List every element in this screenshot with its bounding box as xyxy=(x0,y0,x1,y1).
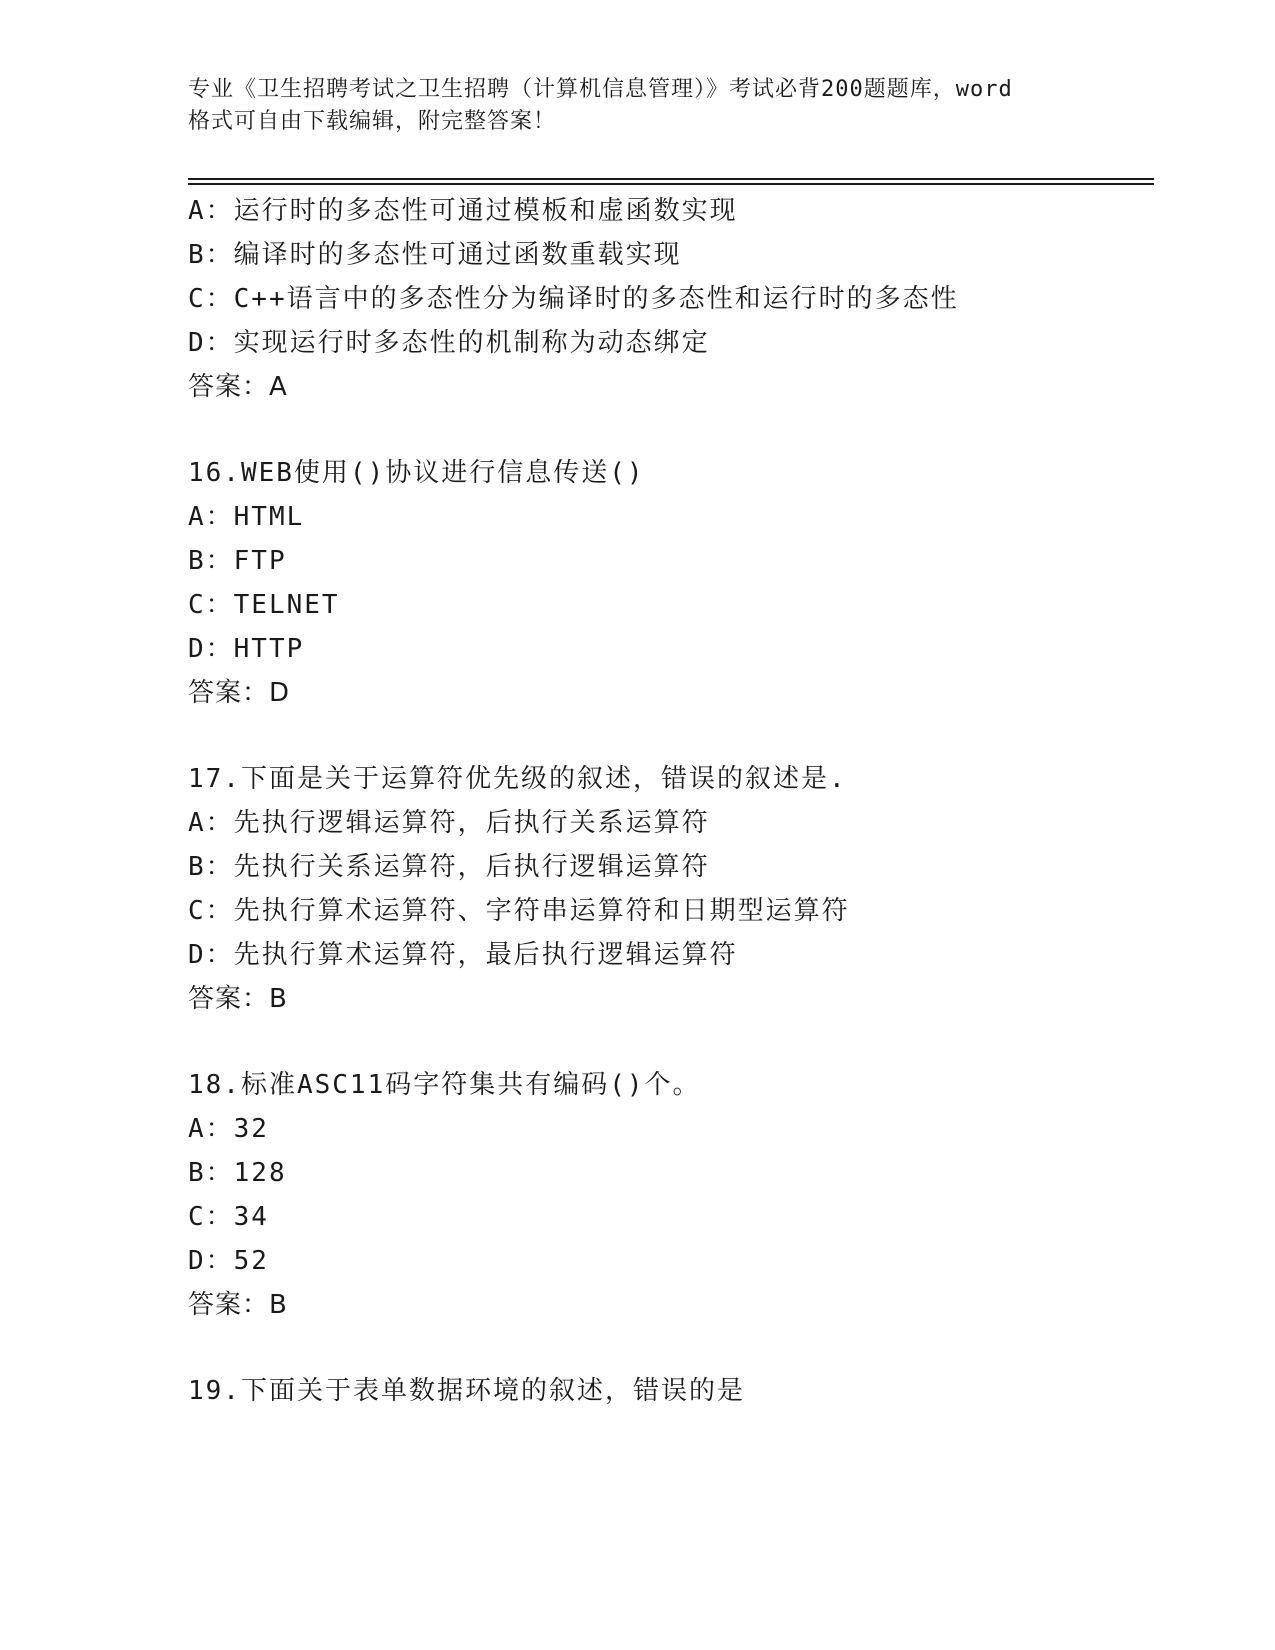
q15-option-d: D：实现运行时多态性的机制称为动态绑定 xyxy=(188,328,710,358)
q16-question: 16.WEB使用()协议进行信息传送() xyxy=(188,458,645,488)
q17-answer: 答案：B xyxy=(188,984,288,1014)
q15-answer: 答案：A xyxy=(188,372,288,402)
q15-option-a: A：运行时的多态性可通过模板和虚函数实现 xyxy=(188,196,738,226)
q16-option-d: D：HTTP xyxy=(188,634,305,664)
q19-question: 19.下面关于表单数据环境的叙述，错误的是 xyxy=(188,1376,745,1406)
q16-answer: 答案：D xyxy=(188,678,291,708)
q17-question: 17.下面是关于运算符优先级的叙述，错误的叙述是. xyxy=(188,764,847,794)
header-divider-top xyxy=(188,178,1154,180)
header-divider-bottom xyxy=(188,183,1154,185)
q15-option-c: C：C++语言中的多态性分为编译时的多态性和运行时的多态性 xyxy=(188,284,959,314)
q16-option-b: B：FTP xyxy=(188,546,287,576)
q18-answer: 答案：B xyxy=(188,1290,288,1320)
q18-question: 18.标准ASC11码字符集共有编码()个。 xyxy=(188,1070,701,1100)
q18-option-c: C：34 xyxy=(188,1202,269,1232)
q16-option-c: C：TELNET xyxy=(188,590,340,620)
header-line-1: 专业《卫生招聘考试之卫生招聘（计算机信息管理）》考试必背200题题库，word xyxy=(188,77,1013,102)
q18-option-d: D：52 xyxy=(188,1246,269,1276)
q17-option-b: B：先执行关系运算符，后执行逻辑运算符 xyxy=(188,852,710,882)
q16-option-a: A：HTML xyxy=(188,502,305,532)
q17-option-d: D：先执行算术运算符，最后执行逻辑运算符 xyxy=(188,940,738,970)
q18-option-a: A：32 xyxy=(188,1114,269,1144)
q18-option-b: B：128 xyxy=(188,1158,287,1188)
header-line-2: 格式可自由下载编辑，附完整答案！ xyxy=(188,109,557,134)
q17-option-c: C：先执行算术运算符、字符串运算符和日期型运算符 xyxy=(188,896,850,926)
q15-option-b: B：编译时的多态性可通过函数重载实现 xyxy=(188,240,682,270)
document-header xyxy=(188,74,1088,138)
q17-option-a: A：先执行逻辑运算符，后执行关系运算符 xyxy=(188,808,710,838)
